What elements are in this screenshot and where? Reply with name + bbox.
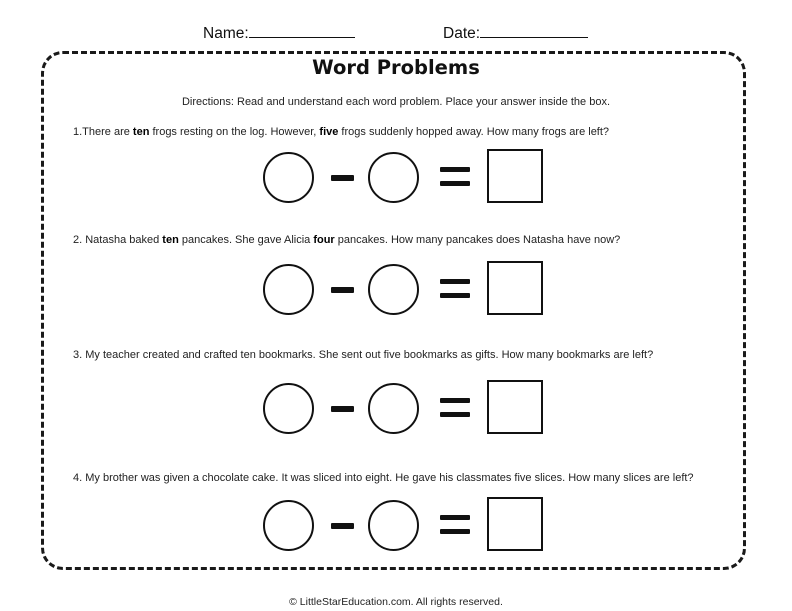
equation-1 [0,152,792,214]
operand-circle-2[interactable] [368,383,419,434]
problem-1-number-b: five [319,126,339,138]
equals-icon [440,279,470,284]
operand-circle-2[interactable] [368,500,419,551]
minus-icon [331,287,354,293]
problem-4-text: 4. My brother was given a chocolate cake. It was sliced into eight. He gave his classmates five slices. How many slices are left? [73,472,694,484]
operand-circle-2[interactable] [368,152,419,203]
date-label: Date: [443,25,481,42]
operand-circle-1[interactable] [263,500,314,551]
operand-circle-1[interactable] [263,383,314,434]
equation-2 [0,264,792,326]
name-label: Name: [203,25,249,42]
minus-icon [331,175,354,181]
answer-box[interactable] [487,261,543,315]
name-blank[interactable] [249,22,355,38]
equals-icon [440,293,470,298]
answer-box[interactable] [487,497,543,551]
copyright-footer: © LittleStarEducation.com. All rights reserved. [289,596,503,608]
name-field[interactable] [203,22,355,43]
minus-icon [331,406,354,412]
operand-circle-2[interactable] [368,264,419,315]
operand-circle-1[interactable] [263,152,314,203]
directions-text: Directions: Read and understand each word problem. Place your answer inside the box. [181,96,611,108]
operand-circle-1[interactable] [263,264,314,315]
problem-2-text: 2. Natasha baked ten pancakes. She gave Alicia four pancakes. How many pancakes does Natasha have now? [73,234,621,246]
equals-icon [440,529,470,534]
equation-4 [0,500,792,562]
problem-3-text: 3. My teacher created and crafted ten bookmarks. She sent out five bookmarks as gifts. How many bookmarks are left? [73,349,654,361]
problem-1-number-a: ten [132,126,150,138]
date-blank[interactable] [480,22,588,38]
answer-box[interactable] [487,149,543,203]
problem-1-text: 1.There are ten frogs resting on the log. However, five frogs suddenly hopped away. How many frogs are left? [73,126,610,138]
equals-icon [440,181,470,186]
equals-icon [440,398,470,403]
worksheet-title: Word Problems [312,56,480,79]
problem-2-number-a: ten [162,234,179,246]
equation-3 [0,383,792,445]
equals-icon [440,515,470,520]
problem-2-number-b: four [313,234,335,246]
answer-box[interactable] [487,380,543,434]
equals-icon [440,167,470,172]
minus-icon [331,523,354,529]
equals-icon [440,412,470,417]
date-field[interactable] [443,22,588,43]
